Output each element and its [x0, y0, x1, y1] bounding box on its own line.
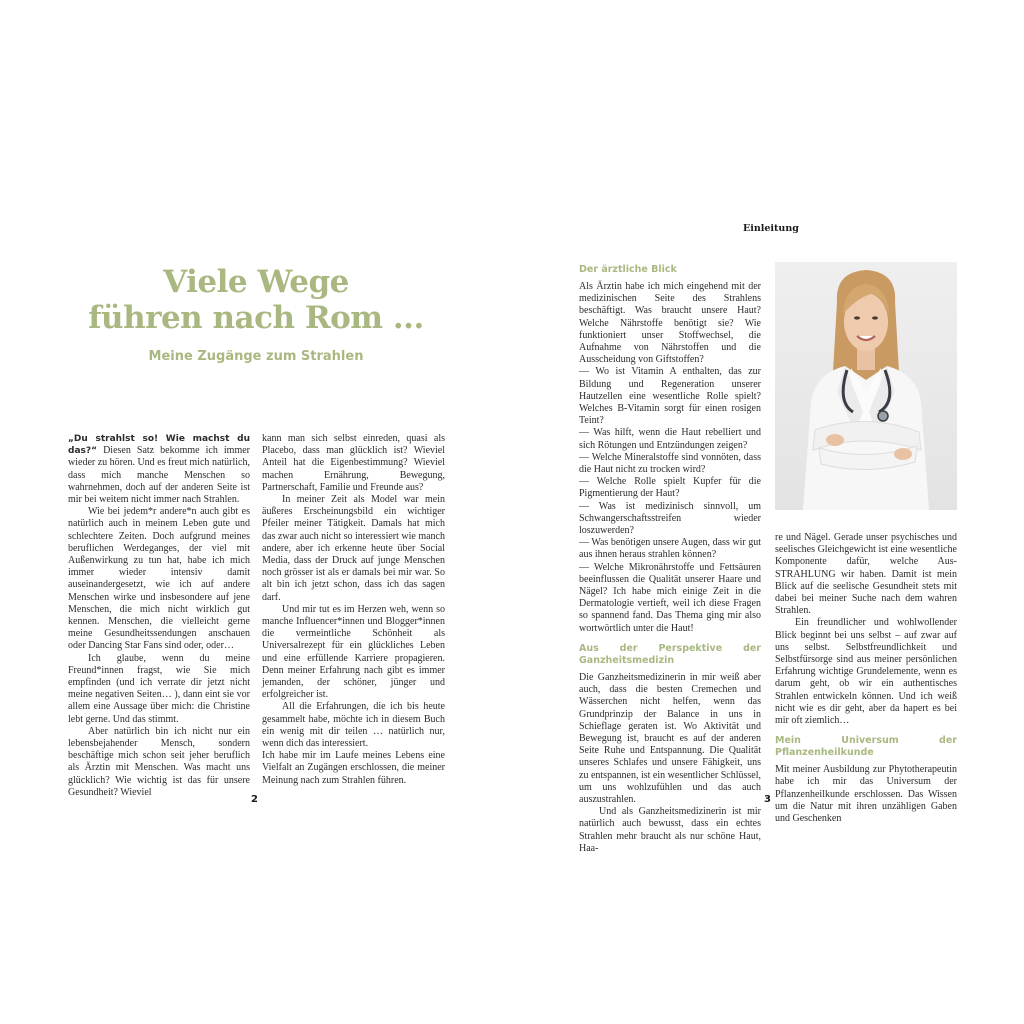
question-item: — Wo ist Vitamin A enthalten, das zur Bildung und Regeneration unserer Hautzellen eine wesentliche Rolle spielt? Welches B-Vitamin sorgt für einen rosigen Teint? — [579, 366, 761, 427]
paragraph: Ich habe mir im Laufe meines Lebens eine Vielfalt an Zugängen erschlossen, die meiner Meinung nach zum Strahlen führen. — [262, 750, 445, 786]
paragraph — [68, 433, 250, 506]
right-column-2 — [775, 532, 957, 825]
left-column-1 — [68, 433, 250, 799]
paragraph-text: Diesen Satz bekomme ich immer wieder zu hören. Und es freut mich natürlich, dass mich manche Menschen so wahrnehmen, doch auf der anderen Seite ist mir bei weitem nicht immer nach Strahlen. — [68, 445, 250, 506]
paragraph: In meiner Zeit als Model war mein äußeres Erscheinungsbild ein wichtiger Pfeiler meiner Tätigkeit. Damals hat mich das zwar auch nicht so interessiert wie manch andere, aber ich erkenne heute über Social Media, dass der Druck auf junge Menschen noch grösser ist als er damals bei mir war. So alt bin ich jetzt schon, dass ich das sagen darf. — [262, 494, 445, 603]
paragraph: All die Erfahrungen, die ich bis heute gesammelt habe, möchte ich in diesem Buch ein wenig mit dir teilen … natürlich nur, wenn dich das interessiert. — [262, 701, 445, 750]
paragraph: re und Nägel. Gerade unser psychisches und seelisches Gleichgewicht ist eine wesentliche Komponente dafür, welche Aus-STRAHLUNG wir haben. Damit ist mein Blick auf die seelische Gesundheit stets mit dabei bei meiner Suche nach dem wahren Strahlen. — [775, 532, 957, 617]
chapter-title-line1: Viele Wege — [163, 264, 349, 300]
lead-quote: „Du strahlst so! Wie machst du das?“ — [68, 434, 250, 457]
chapter-title — [60, 264, 452, 336]
question-item: — Was hilft, wenn die Haut rebelliert und sich Rötungen und Entzündungen zeigen? — [579, 427, 761, 451]
chapter-title-line2: führen nach Rom ... — [88, 300, 424, 336]
paragraph: Aber natürlich bin ich nicht nur ein lebensbejahender Mensch, sondern beschäftige mich schon seit jeher beruflich als Ärztin mit Menschen. Was macht uns glücklich? Wie wichtig ist das für unsere Gesundheit? Wieviel — [68, 725, 250, 798]
paragraph: Ein freundlicher und wohlwollender Blick beginnt bei uns selbst – auf zwar auf uns selbst. Selbstfreundlichkeit und Selbstfürsorge sind aus meiner persönlichen Erfahrung wichtige Grundelemente, wenn es darum geht, ob wir ein authentisches Strahlen entwickeln können. Und ich weiß nicht wie es dir geht, aber da hapert es bei mir oft ziemlich… — [775, 617, 957, 727]
question-item: — Welche Rolle spielt Kupfer für die Pigmentierung der Haut? — [579, 476, 761, 500]
paragraph: Und als Ganzheitsmedizinerin ist mir natürlich auch bewusst, dass ein echtes Strahlen mehr braucht als nur schöne Haut, Haa- — [579, 806, 761, 854]
paragraph: Wie bei jedem*r andere*n auch gibt es natürlich auch in meinem Leben gute und schlechtere Zeiten. Doch aufgrund meines beruflichen Werdeganges, der viel mit Außenwirkung zu tun hat, habe ich mich immer wieder intensiv damit auseinandergesetzt, wie ich auf andere Menschen wirke und insbesondere auf jene Menschen, die mich nicht wirklich gut kennen. Menschen, die vielleicht gerne meine Gesundheitssendungen anschauen oder Dancing Star Fans sind oder, oder… — [68, 506, 250, 652]
page-number-left: 2 — [251, 794, 258, 805]
paragraph: Als Ärztin habe ich mich eingehend mit der medizinischen Seite des Strahlens beschäftigt. Was braucht unsere Haut? Welche Nährstoffe benötigt sie? Wie funktioniert unser Stoffwechsel, die Aufnahme von Nährstoffen und die Ausscheidung von Giftstoffen? — [579, 281, 761, 366]
chapter-subtitle: Meine Zugänge zum Strahlen — [148, 349, 364, 364]
paragraph: kann man sich selbst einreden, quasi als Placebo, dass man glücklich ist? Wieviel Anteil hat die Eigenbestimmung? Wieviel machen Ernährung, Bewegung, Partnerschaft, Familie und Freunde aus? — [262, 433, 445, 493]
page-number-right: 3 — [764, 794, 771, 805]
doctor-photo — [775, 262, 957, 510]
question-item: — Was ist medizinisch sinnvoll, um Schwangerschaftsstreifen wieder loszuwerden? — [579, 500, 761, 537]
section-heading-herbal: Mein Universum der Pflanzenheilkunde — [775, 735, 957, 759]
question-item: — Welche Mineralstoffe sind vonnöten, dass die Haut nicht zu trocken wird? — [579, 451, 761, 476]
doctor-illustration — [775, 262, 957, 510]
right-column-1 — [579, 264, 761, 855]
paragraph: Und mir tut es im Herzen weh, wenn so manche Influencer*innen und Blogger*innen die vermeintliche Schönheit als Universalrezept für ein glückliches Leben und eine erfüllende Karriere propagieren. Denn meiner Erfahrung nach gibt es immer jemanden, der schöner, jünger und erfolgreicher ist. — [262, 603, 445, 701]
paragraph: Mit meiner Ausbildung zur Phytotherapeutin habe ich mir das Universum der Pflanzenheilkunde erschlossen. Das Wissen um die Natur mit ihren unzähligen Gaben und Geschenken — [775, 764, 957, 825]
section-heading-holistic: Aus der Perspektive der Ganzheitsmedizin — [579, 642, 761, 666]
paragraph: Die Ganzheitsmedizinerin in mir weiß aber auch, dass die besten Cremechen und Wässerchen nicht helfen, wenn das Grundprinzip der Balance in uns in Schieflage geraten ist. Wo Aktivität und Bewegung ist, braucht es auf der anderen Seite Ruhe und Entspannung. Die Qualität unseres Schlafes und unsere Fähigkeit, uns zu entspannen, ist ein wesentlicher Schlüssel, um uns wohlzufühlen und das auch auszustrahlen. — [579, 671, 761, 805]
left-column-2 — [262, 433, 445, 787]
running-header: Einleitung — [743, 223, 799, 234]
question-item: — Was benötigen unsere Augen, dass wir gut aus ihnen heraus strahlen können? — [579, 537, 761, 561]
question-item: — Welche Mikronährstoffe und Fettsäuren beeinflussen die Qualität unserer Haare und Nägel? Ich habe mich einige Zeit in die Dermatologie vertieft, weil ich diese Fragen so spannend fand. Das Thema ging mir also wortwörtlich unter die Haut! — [579, 561, 761, 634]
section-heading-medical: Der ärztliche Blick — [579, 264, 677, 275]
paragraph: Ich glaube, wenn du meine Freund*innen fragst, wie Sie mich empfinden (und ich verrate dir jetzt nicht meine negativen Seiten… ), dann eint sie vor allem eine Aussage über mich: die Christine lebt gerne. Und das stimmt. — [68, 652, 250, 725]
